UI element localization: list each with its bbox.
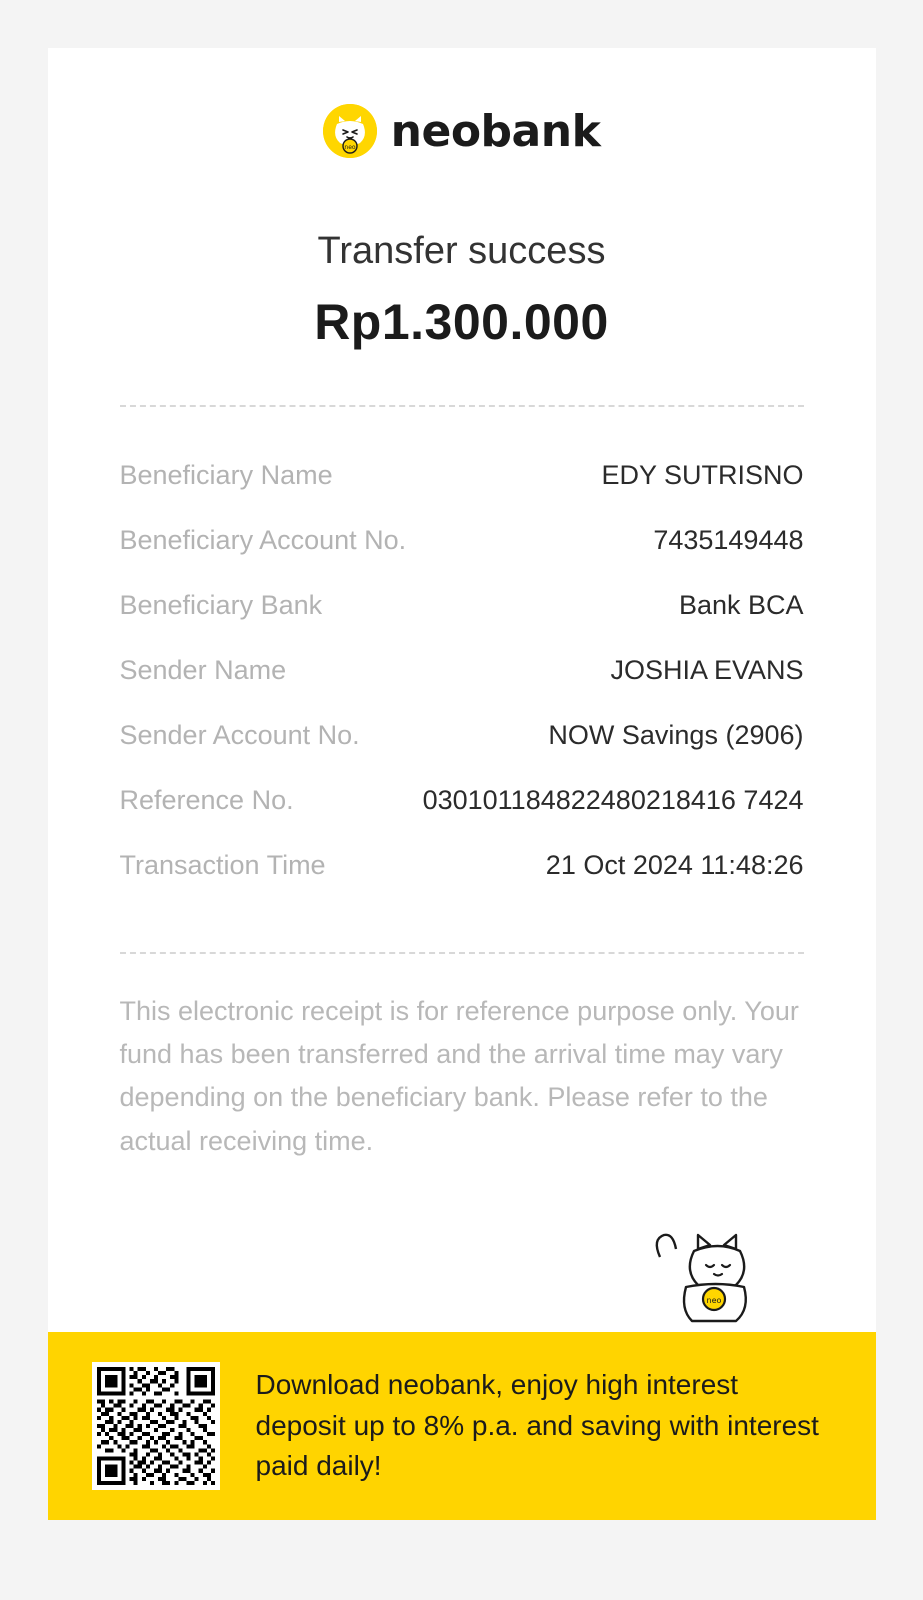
promo-banner: [48, 1332, 876, 1520]
transfer-amount: Rp1.300.000: [314, 294, 609, 350]
neobank-cat-logo-icon: [323, 104, 377, 158]
row-value: Bank BCA: [678, 590, 804, 620]
detail-list: [48, 407, 876, 898]
page-title: Transfer success: [317, 230, 606, 272]
table-row: [120, 638, 804, 703]
svg-text:neo: neo: [344, 144, 356, 151]
brand-name: neobank: [390, 105, 601, 157]
table-row: [120, 573, 804, 638]
row-label: Reference No.: [119, 785, 294, 815]
row-value: EDY SUTRISNO: [601, 460, 804, 490]
row-label: Beneficiary Name: [119, 460, 333, 490]
disclaimer-text: This electronic receipt is for reference purpose only. Your fund has been transferred and the arrival time may vary depending on the beneficiary bank. Please refer to the actual receiving time.: [119, 996, 799, 1156]
row-label: Beneficiary Account No.: [119, 525, 407, 555]
row-label: Beneficiary Bank: [119, 590, 323, 620]
row-value: 7435149448: [653, 525, 804, 555]
table-row: [120, 508, 804, 573]
promo-text: Download neobank, enjoy high interest deposit up to 8% p.a. and saving with interest paid daily!: [255, 1369, 819, 1482]
row-value: NOW Savings (2906): [548, 720, 804, 750]
row-value: 030101184822480218416 7424: [422, 785, 804, 815]
row-label: Sender Name: [119, 655, 287, 685]
table-row: [120, 443, 804, 508]
table-row: [120, 833, 804, 898]
qr-code-icon[interactable]: [92, 1362, 220, 1490]
brand-header: [48, 48, 876, 158]
row-label: Sender Account No.: [119, 720, 360, 750]
row-label: Transaction Time: [119, 850, 326, 880]
table-row: [120, 703, 804, 768]
mascot-area: [48, 1163, 876, 1332]
table-row: [120, 768, 804, 833]
svg-text:neo: neo: [706, 1296, 721, 1305]
waving-cat-mascot-icon: [636, 1227, 756, 1332]
row-value: 21 Oct 2024 11:48:26: [545, 850, 804, 880]
receipt-card: [48, 48, 876, 1520]
row-value: JOSHIA EVANS: [610, 655, 804, 685]
